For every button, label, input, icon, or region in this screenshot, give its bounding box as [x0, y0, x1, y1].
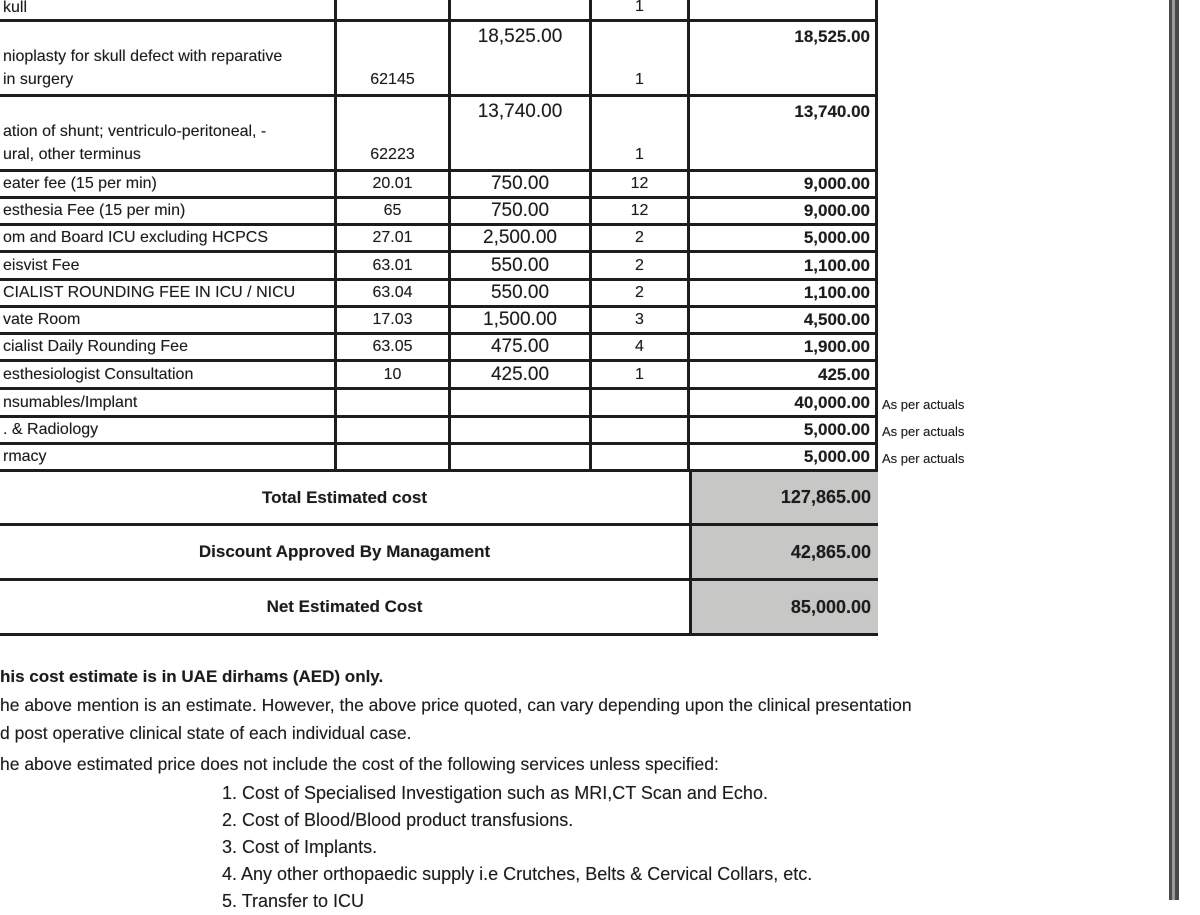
unit-price-cell [451, 445, 592, 469]
description-line-2: in surgery [3, 71, 74, 88]
description-text: eisvist Fee [3, 256, 80, 274]
code-cell [337, 362, 451, 387]
unit-price-text: 750.00 [490, 173, 550, 194]
code-cell [337, 0, 451, 19]
description-text: vate Room [3, 311, 81, 328]
amount-text: 425.00 [818, 364, 870, 384]
description-cell [0, 418, 337, 442]
table-row [0, 97, 878, 172]
description-text: kull [3, 0, 28, 16]
quantity-text: 2 [635, 256, 644, 274]
amount-cell [690, 445, 878, 469]
amount-text: 40,000.00 [794, 392, 870, 412]
code-cell [337, 418, 451, 442]
unit-price-text: 475.00 [490, 336, 550, 357]
code-cell [337, 172, 451, 196]
estimate-note-line-2: d post operative clinical state of each individual case. [0, 723, 412, 743]
summary-label-text: Discount Approved By Managament [198, 542, 491, 561]
code-text: 17.03 [372, 311, 413, 328]
summary-row [0, 472, 878, 526]
description-text: esthesia Fee (15 per min) [3, 202, 186, 219]
description-cell [0, 281, 337, 305]
unit-price-text: 1,500.00 [483, 309, 557, 330]
exclusions-list [222, 780, 812, 915]
code-text: 10 [383, 365, 402, 383]
table-row [0, 362, 878, 390]
description-cell [0, 362, 337, 387]
code-text: 63.04 [372, 284, 413, 301]
exclusion-item: 3. Cost of Implants. [222, 837, 378, 857]
description-cell [0, 97, 337, 169]
amount-text: 18,525.00 [794, 27, 870, 46]
code-cell [337, 226, 451, 250]
quantity-cell [592, 0, 690, 19]
estimate-note-line-1: he above mention is an estimate. However, the above price quoted, can vary depending upon the clinical presentation [0, 695, 912, 715]
quantity-cell [592, 308, 690, 332]
quantity-cell [592, 418, 690, 442]
summary-label-text: Net Estimated Cost [266, 597, 423, 616]
amount-cell [690, 226, 878, 250]
exclusion-item: 4. Any other orthopaedic supply i.e Crutches, Belts & Cervical Collars, etc. [222, 864, 813, 884]
description-cell [0, 335, 337, 359]
description-text: nsumables/Implant [3, 393, 138, 411]
unit-price-cell [451, 0, 592, 19]
amount-text: 9,000.00 [803, 201, 870, 220]
summary-label-text: Total Estimated cost [262, 487, 427, 507]
unit-price-cell [451, 226, 592, 250]
unit-price-cell [451, 390, 592, 415]
table-row [0, 390, 878, 418]
quantity-text: 2 [635, 229, 644, 246]
table-row [0, 445, 878, 472]
table-row [0, 0, 878, 22]
description-text: . & Radiology [3, 421, 99, 438]
table-row [0, 199, 878, 226]
unit-price-cell [451, 22, 592, 94]
amount-text: 5,000.00 [803, 420, 870, 439]
unit-price-text: 550.00 [490, 282, 550, 303]
description-cell [0, 445, 337, 469]
as-per-actuals-note: As per actuals [882, 424, 965, 439]
quantity-cell [592, 281, 690, 305]
currency-note: his cost estimate is in UAE dirhams (AED) only. [0, 667, 384, 686]
code-cell [337, 445, 451, 469]
description-text: esthesiologist Consultation [3, 365, 194, 383]
unit-price-cell [451, 362, 592, 387]
amount-text: 13,740.00 [794, 102, 870, 121]
unit-price-text: 750.00 [490, 200, 550, 221]
description-line-1: ation of shunt; ventriculo-peritoneal, - [3, 123, 267, 140]
amount-cell [690, 97, 878, 169]
quantity-text: 1 [635, 365, 644, 383]
exclusion-item: 2. Cost of Blood/Blood product transfusions. [222, 810, 574, 830]
description-cell [0, 0, 337, 19]
code-text: 27.01 [372, 229, 413, 246]
unit-price-cell [451, 172, 592, 196]
table-row [0, 335, 878, 362]
unit-price-text: 425.00 [490, 363, 550, 385]
summary-value-cell [692, 581, 878, 633]
description-cell [0, 308, 337, 332]
unit-price-text: 13,740.00 [477, 101, 563, 122]
code-text: 20.01 [372, 175, 413, 192]
quantity-cell [592, 253, 690, 278]
quantity-text: 1 [635, 0, 644, 15]
quantity-cell [592, 172, 690, 196]
summary-label-cell [0, 581, 692, 633]
code-text: 62145 [370, 71, 415, 88]
quantity-text: 4 [635, 338, 644, 355]
code-text: 65 [383, 202, 402, 219]
table-row [0, 172, 878, 199]
summary-label-cell [0, 472, 692, 523]
amount-cell [690, 362, 878, 387]
amount-text: 5,000.00 [803, 228, 870, 247]
quantity-text: 1 [635, 146, 644, 163]
description-cell [0, 199, 337, 223]
code-cell [337, 281, 451, 305]
unit-price-cell [451, 308, 592, 332]
code-cell [337, 335, 451, 359]
table-row [0, 281, 878, 308]
amount-cell [690, 308, 878, 332]
description-text: rmacy [3, 448, 47, 465]
quantity-text: 12 [630, 202, 649, 219]
amount-cell [690, 335, 878, 359]
amount-cell [690, 390, 878, 415]
code-cell [337, 199, 451, 223]
amount-text: 1,900.00 [803, 337, 870, 356]
quantity-cell [592, 335, 690, 359]
amount-text: 9,000.00 [803, 174, 870, 193]
exclusion-item: 5. Transfer to ICU [222, 891, 365, 911]
quantity-cell [592, 445, 690, 469]
amount-text: 1,100.00 [803, 255, 870, 275]
unit-price-text: 18,525.00 [477, 26, 563, 47]
amount-text: 5,000.00 [803, 447, 870, 466]
description-cell [0, 253, 337, 278]
amount-cell [690, 0, 878, 19]
summary-value-cell [692, 472, 878, 523]
amount-text: 4,500.00 [803, 310, 870, 329]
unit-price-text: 550.00 [490, 254, 550, 276]
description-cell [0, 390, 337, 415]
amount-cell [690, 199, 878, 223]
description-text: om and Board ICU excluding HCPCS [3, 229, 269, 246]
quantity-text: 2 [635, 284, 644, 301]
amount-text: 1,100.00 [803, 283, 870, 302]
as-per-actuals-note: As per actuals [882, 451, 965, 466]
exclusion-item: 1. Cost of Specialised Investigation such as MRI,CT Scan and Echo. [222, 783, 768, 803]
table-row [0, 22, 878, 97]
unit-price-cell [451, 418, 592, 442]
description-cell [0, 172, 337, 196]
unit-price-cell [451, 335, 592, 359]
code-cell [337, 253, 451, 278]
summary-value-text: 42,865.00 [790, 541, 871, 562]
code-text: 62223 [370, 146, 415, 163]
quantity-cell [592, 22, 690, 94]
code-cell [337, 97, 451, 169]
code-cell [337, 390, 451, 415]
quantity-cell [592, 390, 690, 415]
table-row [0, 308, 878, 335]
as-per-actuals-note: As per actuals [882, 397, 965, 412]
quantity-cell [592, 226, 690, 250]
unit-price-cell [451, 281, 592, 305]
description-text: CIALIST ROUNDING FEE IN ICU / NICU [3, 284, 296, 301]
description-line-2: ural, other terminus [3, 146, 141, 163]
quantity-cell [592, 199, 690, 223]
page-edge-line [1169, 0, 1179, 900]
quantity-text: 1 [635, 71, 644, 88]
unit-price-cell [451, 253, 592, 278]
code-cell [337, 22, 451, 94]
unit-price-cell [451, 97, 592, 169]
amount-cell [690, 281, 878, 305]
exclusions-intro: he above estimated price does not include the cost of the following services unless specified: [0, 754, 719, 774]
code-text: 63.01 [372, 256, 413, 274]
quantity-text: 3 [635, 311, 644, 328]
table-row [0, 226, 878, 253]
summary-row [0, 526, 878, 581]
unit-price-cell [451, 199, 592, 223]
summary-value-text: 127,865.00 [780, 487, 871, 507]
summary-label-cell [0, 526, 692, 578]
description-cell [0, 22, 337, 94]
description-line-1: nioplasty for skull defect with reparative [3, 48, 283, 65]
amount-cell [690, 418, 878, 442]
summary-value-cell [692, 526, 878, 578]
unit-price-text: 2,500.00 [483, 227, 557, 248]
amount-cell [690, 22, 878, 94]
summary-value-text: 85,000.00 [790, 596, 871, 617]
code-cell [337, 308, 451, 332]
amount-cell [690, 253, 878, 278]
description-cell [0, 226, 337, 250]
amount-cell [690, 172, 878, 196]
table-row [0, 253, 878, 281]
description-text: cialist Daily Rounding Fee [3, 338, 188, 355]
summary-row [0, 581, 878, 636]
code-text: 63.05 [372, 338, 413, 355]
description-text: eater fee (15 per min) [3, 175, 157, 192]
quantity-text: 12 [630, 175, 649, 192]
table-row [0, 418, 878, 445]
quantity-cell [592, 362, 690, 387]
quantity-cell [592, 97, 690, 169]
